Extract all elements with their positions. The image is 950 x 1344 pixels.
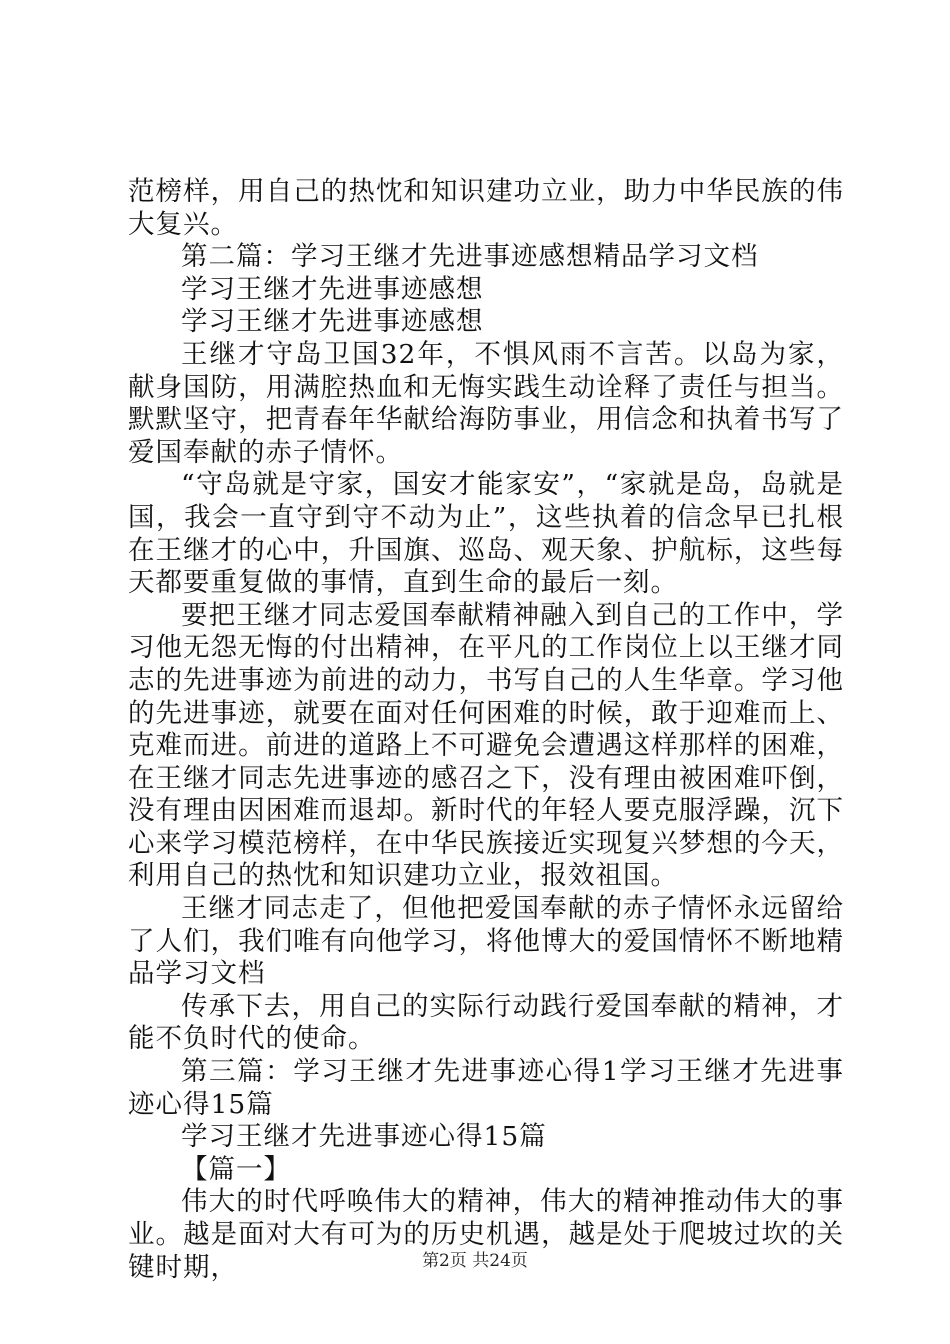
subsection-label: 【篇一】 — [181, 1153, 291, 1185]
paragraph: 要把王继才同志爱国奉献精神融入到自己的工作中，学习他无怨无悔的付出精神，在平凡的工作岗位上以王继才同志的先进事迹为前进的动力，书写自己的人生华章。学习他的先进事迹，就要在面对任何困难的时候，敢于迎难而上、克难而进。前进的道路上不可避免会遭遇这样那样的困难，在王继才同志先进事迹的感召之下，没有理由被困难吓倒，没有理由因困难而退却。新时代的年轻人要克服浮躁，沉下心来学习模范榜样，在中华民族接近实现复兴梦想的今天，利用自己的热忱和知识建功立业，报效祖国。 — [128, 599, 844, 892]
paragraph: 王继才同志走了，但他把爱国奉献的赤子情怀永远留给了人们，我们唯有向他学习，将他博大的爱国情怀不断地精品学习文档 — [128, 893, 844, 990]
page-number-footer: 第2页 共24页 — [422, 1251, 528, 1271]
section-heading: 第二篇：学习王继才先进事迹感想精品学习文档 — [181, 241, 759, 273]
section-heading: 第三篇：学习王继才先进事迹心得1学习王继才先进事迹心得15篇 — [128, 1056, 844, 1120]
paragraph: 范榜样，用自己的热忱和知识建功立业，助力中华民族的伟大复兴。 — [128, 176, 844, 240]
paragraph: 王继才守岛卫国32年，不惧风雨不言苦。以岛为家，献身国防，用满腔热血和无悔实践生动诠释了责任与担当。默默坚守，把青春年华献给海防事业，用信念和执着书写了爱国奉献的赤子情怀。 — [128, 338, 844, 468]
paragraph: 伟大的时代呼唤伟大的精神，伟大的精神推动伟大的事业。越是面对大有可为的历史机遇，越是处于爬坡过坎的关键时期， — [128, 1186, 844, 1283]
paragraph-title: 学习王继才先进事迹感想 — [181, 306, 484, 338]
paragraph-title: 学习王继才先进事迹心得15篇 — [181, 1121, 547, 1153]
paragraph-title: 学习王继才先进事迹感想 — [181, 273, 484, 305]
paragraph: 传承下去，用自己的实际行动践行爱国奉献的精神，才能不负时代的使命。 — [128, 990, 844, 1055]
document-body — [128, 176, 844, 1284]
paragraph: “守岛就是守家，国安才能家安”，“家就是岛，岛就是国，我会一直守到守不动为止”，这些执着的信念早已扎根在王继才的心中，升国旗、巡岛、观天象、护航标，这些每天都要重复做的事情，直到生命的最后一刻。 — [128, 469, 844, 599]
